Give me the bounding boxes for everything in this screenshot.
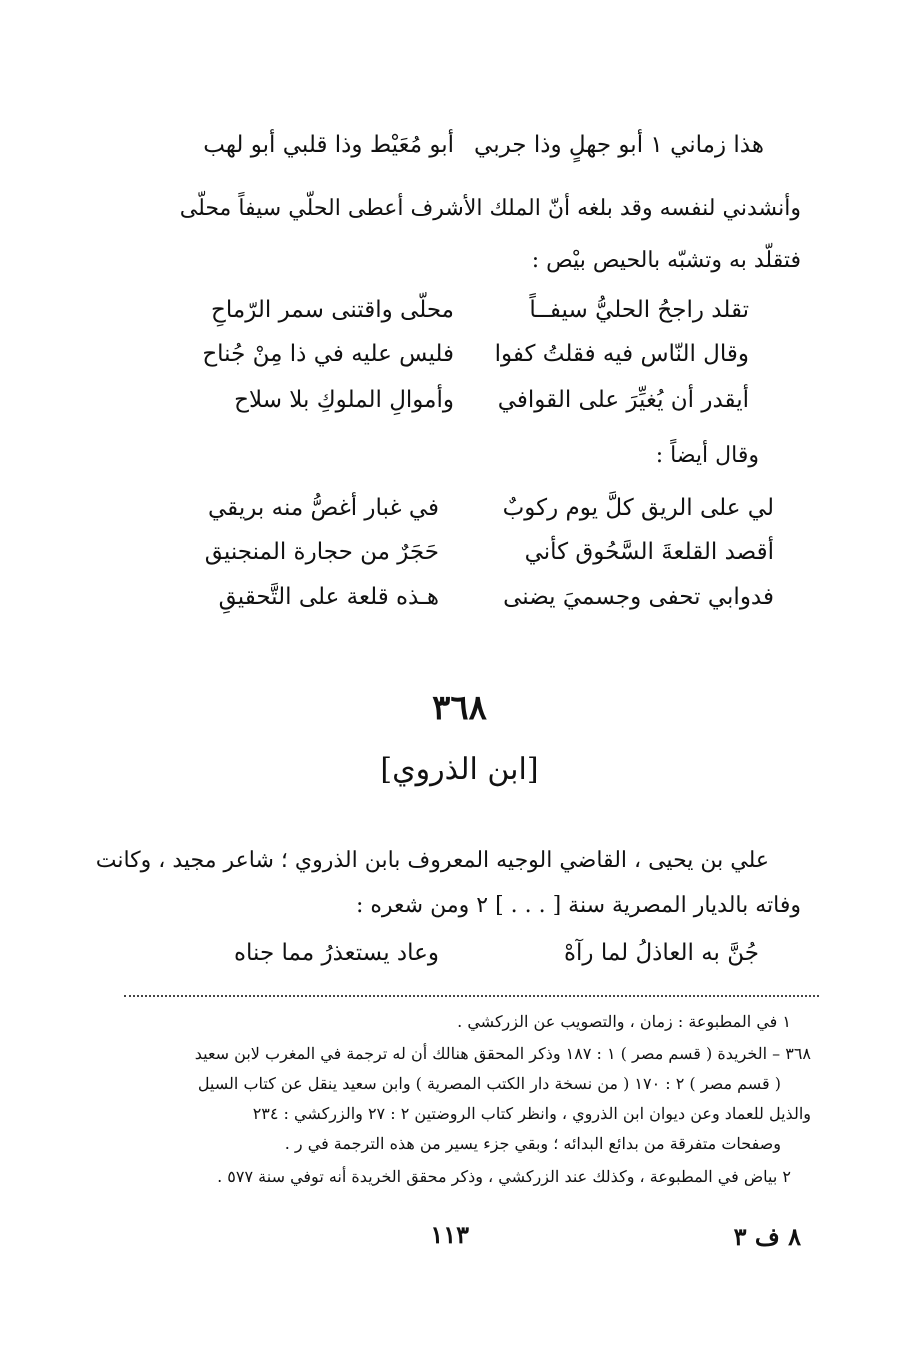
verse-hemistich: فليس عليه في ذا مِنْ جُناح — [202, 341, 454, 367]
verse-hemistich: محلّى واقتنى سمر الرّماحِ — [211, 297, 454, 323]
verse-hemistich: حَجَرٌ من حجارة المنجنيق — [204, 539, 439, 565]
verse-hemistich: وأموالِ الملوكِ بلا سلاح — [234, 387, 454, 413]
footnote: والذيل للعماد وعن ديوان ابن الذروي ، وانظر كتاب الروضتين ٢ : ٢٧ والزركشي : ٢٣٤ — [252, 1104, 811, 1123]
footnote-divider — [124, 995, 819, 997]
page-number: ١١٣ — [430, 1220, 469, 1249]
section-number: ٣٦٨ — [432, 688, 487, 728]
footnote: ٢ بياض في المطبوعة ، وكذلك عند الزركشي ، وذكر محقق الخريدة أنه توفي سنة ٥٧٧ . — [217, 1167, 791, 1186]
verse-line — [0, 940, 919, 980]
signature-mark: ٨ ف ٣ — [733, 1222, 801, 1251]
verse-hemistich: أبو مُعَيْط وذا قلبي أبو لهب — [203, 132, 454, 158]
verse-line — [0, 341, 919, 381]
verse-hemistich: تقلد راجحُ الحليُّ سيفــاً — [529, 297, 749, 323]
prose-line: وفاته بالديار المصرية سنة [ . . . ] ٢ ومن شعره : — [355, 893, 801, 918]
section-title: [ابن الذروي] — [380, 752, 539, 787]
verse-line — [0, 297, 919, 337]
prose-line: علي بن يحيى ، القاضي الوجيه المعروف بابن الذروي ؛ شاعر مجيد ، وكانت — [95, 848, 769, 873]
verse-line — [0, 132, 919, 172]
prose-line: وقال أيضاً : — [655, 443, 759, 468]
verse-line — [0, 584, 919, 624]
prose-line: فتقلّد به وتشبّه بالحيص بيْص : — [531, 248, 801, 273]
verse-hemistich: وعاد يستعذرُ مما جناه — [234, 940, 439, 966]
footnote: ( قسم مصر ) ٢ : ١٧٠ ( من نسخة دار الكتب المصرية ) وابن سعيد ينقل عن كتاب السيل — [197, 1074, 781, 1093]
footnote: وصفحات متفرقة من بدائع البدائه ؛ وبقي جزء يسير من هذه الترجمة في ر . — [284, 1134, 781, 1153]
verse-hemistich: في غبار أغصُّ منه بريقي — [208, 495, 439, 521]
footnote: ٣٦٨ – الخريدة ( قسم مصر ) ١ : ١٨٧ وذكر المحقق هنالك أن له ترجمة في المغرب لابن سعيد — [194, 1044, 811, 1063]
verse-hemistich: هـذه قلعة على التَّحقيقِ — [218, 584, 439, 610]
footnote: ١ في المطبوعة : زمان ، والتصويب عن الزركشي . — [457, 1012, 791, 1031]
verse-hemistich: فدوابي تحفى وجسميَ يضنى — [503, 584, 774, 610]
verse-hemistich: أيقدر أن يُغيِّرَ على القوافي — [497, 387, 749, 413]
verse-line — [0, 495, 919, 535]
prose-line: وأنشدني لنفسه وقد بلغه أنّ الملك الأشرف أعطى الحلّي سيفاً محلّى — [179, 196, 801, 221]
verse-line — [0, 387, 919, 427]
verse-hemistich: لي على الريق كلَّ يوم ركوبٌ — [502, 495, 774, 521]
verse-hemistich: هذا زماني ١ أبو جهلٍ وذا جربي — [474, 132, 764, 158]
verse-hemistich: أقصد القلعةَ السَّحُوق كأني — [524, 539, 774, 565]
verse-hemistich: جُنَّ به العاذلُ لما رآهْ — [563, 940, 759, 966]
verse-hemistich: وقال النّاس فيه فقلتُ كفوا — [494, 341, 749, 367]
verse-line — [0, 539, 919, 579]
